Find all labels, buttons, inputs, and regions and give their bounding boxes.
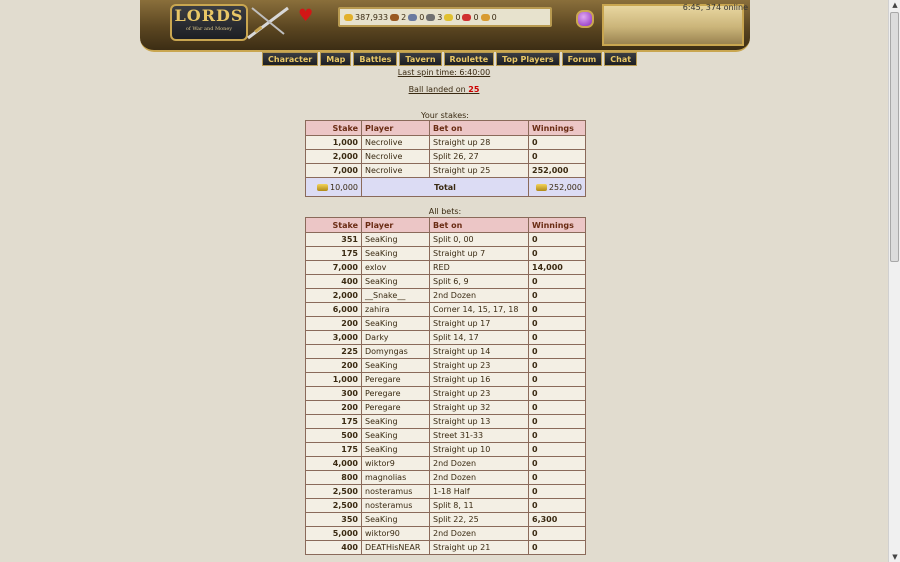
- table-row: [306, 415, 586, 429]
- winnings-cell: 0: [529, 373, 586, 387]
- bet-cell: Split 26, 27: [430, 150, 529, 164]
- table-row: [306, 233, 586, 247]
- tab-roulette[interactable]: Roulette: [444, 52, 495, 66]
- table-row: [306, 485, 586, 499]
- stake-cell: 1,000: [306, 373, 362, 387]
- winnings-cell: 14,000: [529, 261, 586, 275]
- player-cell[interactable]: magnolias: [362, 471, 430, 485]
- ball-label: Ball landed on: [408, 85, 466, 94]
- table-row: [306, 541, 586, 555]
- bet-cell: Straight up 16: [430, 373, 529, 387]
- player-cell[interactable]: nosteramus: [362, 485, 430, 499]
- total-row: [306, 178, 586, 197]
- tab-map[interactable]: Map: [320, 52, 351, 66]
- ball-number: 25: [468, 85, 480, 94]
- winnings-cell: 252,000: [529, 164, 586, 178]
- stake-cell: 200: [306, 317, 362, 331]
- tab-battles[interactable]: Battles: [353, 52, 397, 66]
- table-row: [306, 345, 586, 359]
- stake-cell: 7,000: [306, 164, 362, 178]
- table-row: [306, 261, 586, 275]
- vertical-scrollbar[interactable]: [888, 0, 900, 562]
- online-status: 6:45, 374 online: [682, 3, 748, 12]
- stake-cell: 2,000: [306, 150, 362, 164]
- player-cell[interactable]: Peregare: [362, 373, 430, 387]
- bet-cell: Split 0, 00: [430, 233, 529, 247]
- tab-character[interactable]: Character: [262, 52, 318, 66]
- bet-cell: Straight up 23: [430, 387, 529, 401]
- stake-cell: 200: [306, 401, 362, 415]
- bet-cell: Straight up 14: [430, 345, 529, 359]
- bet-cell: 2nd Dozen: [430, 471, 529, 485]
- total-label: Total: [362, 178, 529, 197]
- player-cell[interactable]: Necrolive: [362, 136, 430, 150]
- table-row: [306, 317, 586, 331]
- winnings-cell: 0: [529, 136, 586, 150]
- winnings-cell: 0: [529, 387, 586, 401]
- sulfur-icon: [444, 14, 453, 21]
- tab-forum[interactable]: Forum: [562, 52, 603, 66]
- table-row: [306, 359, 586, 373]
- player-cell[interactable]: SeaKing: [362, 359, 430, 373]
- stake-cell: 175: [306, 415, 362, 429]
- resource-value: 387,933: [355, 12, 389, 22]
- player-cell[interactable]: wiktor9: [362, 457, 430, 471]
- bet-cell: RED: [430, 261, 529, 275]
- bet-cell: Split 8, 11: [430, 499, 529, 513]
- table-row: [306, 401, 586, 415]
- stake-cell: 6,000: [306, 303, 362, 317]
- tab-tavern[interactable]: Tavern: [399, 52, 441, 66]
- last-spin-row: [0, 68, 888, 77]
- bet-cell: 1-18 Half: [430, 485, 529, 499]
- table-row: [306, 387, 586, 401]
- player-cell[interactable]: Domyngas: [362, 345, 430, 359]
- bet-cell: Straight up 10: [430, 443, 529, 457]
- crossed-swords-icon: [244, 4, 292, 40]
- player-cell[interactable]: SeaKing: [362, 275, 430, 289]
- winnings-cell: 0: [529, 443, 586, 457]
- scroll-up-arrow-icon[interactable]: ▲: [892, 1, 898, 9]
- winnings-cell: 0: [529, 429, 586, 443]
- table-row: [306, 136, 586, 150]
- bet-cell: Straight up 21: [430, 541, 529, 555]
- table-row: [306, 164, 586, 178]
- all-bets-header: [306, 218, 586, 233]
- table-row: [306, 527, 586, 541]
- player-cell[interactable]: Peregare: [362, 401, 430, 415]
- stake-cell: 300: [306, 387, 362, 401]
- table-row: [306, 429, 586, 443]
- table-row: [306, 150, 586, 164]
- stake-cell: 400: [306, 541, 362, 555]
- game-logo[interactable]: [170, 4, 248, 41]
- health-heart-icon[interactable]: ♥: [298, 6, 314, 26]
- scroll-down-arrow-icon[interactable]: ▼: [892, 553, 898, 561]
- your-stakes-header: [306, 121, 586, 136]
- bet-cell: Straight up 7: [430, 247, 529, 261]
- table-row: [306, 457, 586, 471]
- table-row: [306, 275, 586, 289]
- bet-cell: Straight up 23: [430, 359, 529, 373]
- stake-cell: 200: [306, 359, 362, 373]
- resource-value: 0: [473, 12, 479, 22]
- bet-cell: 2nd Dozen: [430, 457, 529, 471]
- bet-cell: Split 6, 9: [430, 275, 529, 289]
- winnings-cell: 0: [529, 415, 586, 429]
- table-row: [306, 513, 586, 527]
- player-cell[interactable]: Necrolive: [362, 150, 430, 164]
- column-header-stake: Stake: [306, 218, 362, 233]
- player-cell[interactable]: SeaKing: [362, 247, 430, 261]
- all-bets-caption: All bets:: [428, 207, 462, 216]
- winnings-cell: 0: [529, 150, 586, 164]
- bet-cell: Straight up 25: [430, 164, 529, 178]
- stake-cell: 2,000: [306, 289, 362, 303]
- gold-coins-icon: [317, 184, 328, 191]
- wood-icon: [390, 14, 399, 21]
- ball-result-link[interactable]: [409, 85, 480, 94]
- bet-cell: Straight up 13: [430, 415, 529, 429]
- winnings-cell: 0: [529, 303, 586, 317]
- bet-cell: Split 22, 25: [430, 513, 529, 527]
- stake-cell: 351: [306, 233, 362, 247]
- gems-icon: [481, 14, 490, 21]
- resource-value: 0: [491, 12, 497, 22]
- player-cell[interactable]: nosteramus: [362, 499, 430, 513]
- resource-value: 3: [437, 12, 443, 22]
- header: [140, 0, 750, 68]
- stake-cell: 3,000: [306, 331, 362, 345]
- player-cell[interactable]: Darky: [362, 331, 430, 345]
- player-cell[interactable]: SeaKing: [362, 415, 430, 429]
- player-cell[interactable]: zahira: [362, 303, 430, 317]
- bet-cell: Straight up 32: [430, 401, 529, 415]
- bet-cell: 2nd Dozen: [430, 289, 529, 303]
- gold-coins-icon: [344, 14, 353, 21]
- winnings-cell: 0: [529, 233, 586, 247]
- bet-cell: Straight up 28: [430, 136, 529, 150]
- stake-cell: 2,500: [306, 499, 362, 513]
- resource-value: 0: [419, 12, 425, 22]
- winnings-cell: 0: [529, 485, 586, 499]
- player-cell[interactable]: SeaKing: [362, 443, 430, 457]
- all-bets-table: [305, 217, 586, 555]
- scrollbar-thumb[interactable]: [890, 12, 899, 262]
- last-spin-link[interactable]: Last spin time: 6:40:00: [397, 68, 491, 77]
- winnings-cell: 6,300: [529, 513, 586, 527]
- stake-cell: 800: [306, 471, 362, 485]
- stake-cell: 7,000: [306, 261, 362, 275]
- bet-cell: Corner 14, 15, 17, 18: [430, 303, 529, 317]
- column-header-player: Player: [362, 121, 430, 136]
- winnings-cell: 0: [529, 359, 586, 373]
- player-cell[interactable]: Necrolive: [362, 164, 430, 178]
- winnings-cell: 0: [529, 499, 586, 513]
- resources-bar: [338, 7, 552, 27]
- table-row: [306, 471, 586, 485]
- your-stakes-caption: Your stakes:: [421, 111, 469, 120]
- tab-chat[interactable]: Chat: [604, 52, 637, 66]
- column-header-stake: Stake: [306, 121, 362, 136]
- resource-value: 0: [455, 12, 461, 22]
- table-row: [306, 331, 586, 345]
- resource-value: 2: [401, 12, 407, 22]
- stake-cell: 225: [306, 345, 362, 359]
- winnings-cell: 0: [529, 345, 586, 359]
- winnings-cell: 0: [529, 317, 586, 331]
- total-winnings: 252,000: [548, 182, 582, 192]
- total-stake-cell: [306, 178, 362, 197]
- stake-cell: 2,500: [306, 485, 362, 499]
- winnings-cell: 0: [529, 331, 586, 345]
- winnings-cell: 0: [529, 471, 586, 485]
- total-winnings-cell: [529, 178, 586, 197]
- winnings-cell: 0: [529, 289, 586, 303]
- column-header-bet-on: Bet on: [430, 218, 529, 233]
- stake-cell: 5,000: [306, 527, 362, 541]
- bet-cell: Split 14, 17: [430, 331, 529, 345]
- column-header-bet-on: Bet on: [430, 121, 529, 136]
- player-cell[interactable]: Peregare: [362, 387, 430, 401]
- tab-top-players[interactable]: Top Players: [496, 52, 560, 66]
- winnings-cell: 0: [529, 541, 586, 555]
- ball-result-row: [0, 85, 888, 94]
- column-header-winnings: Winnings: [529, 121, 586, 136]
- table-row: [306, 289, 586, 303]
- stake-cell: 400: [306, 275, 362, 289]
- your-stakes-table: [305, 120, 586, 197]
- stake-cell: 1,000: [306, 136, 362, 150]
- table-row: [306, 373, 586, 387]
- column-header-player: Player: [362, 218, 430, 233]
- winnings-cell: 0: [529, 247, 586, 261]
- player-cell[interactable]: __Snake__: [362, 289, 430, 303]
- table-row: [306, 499, 586, 513]
- stake-cell: 4,000: [306, 457, 362, 471]
- player-cell[interactable]: SeaKing: [362, 317, 430, 331]
- stake-cell: 175: [306, 247, 362, 261]
- winnings-cell: 0: [529, 401, 586, 415]
- mercury-icon: [426, 14, 435, 21]
- table-row: [306, 247, 586, 261]
- player-cell[interactable]: SeaKing: [362, 429, 430, 443]
- bet-cell: Straight up 17: [430, 317, 529, 331]
- player-cell[interactable]: DEATHisNEAR: [362, 541, 430, 555]
- stake-cell: 500: [306, 429, 362, 443]
- table-row: [306, 443, 586, 457]
- logo-text: LORDS: [174, 6, 244, 25]
- ore-icon: [408, 14, 417, 21]
- bet-cell: Street 31-33: [430, 429, 529, 443]
- total-stake: 10,000: [330, 182, 358, 192]
- player-cell[interactable]: SeaKing: [362, 513, 430, 527]
- winnings-cell: 0: [529, 527, 586, 541]
- stake-cell: 350: [306, 513, 362, 527]
- crystal-icon: [462, 14, 471, 21]
- column-header-winnings: Winnings: [529, 218, 586, 233]
- winnings-cell: 0: [529, 457, 586, 471]
- player-cell[interactable]: SeaKing: [362, 233, 430, 247]
- logo-subtext: of War and Money: [185, 26, 233, 32]
- mana-orb-icon[interactable]: [576, 10, 594, 28]
- bet-cell: 2nd Dozen: [430, 527, 529, 541]
- player-cell[interactable]: wiktor90: [362, 527, 430, 541]
- stake-cell: 175: [306, 443, 362, 457]
- winnings-cell: 0: [529, 275, 586, 289]
- main-nav: [262, 52, 637, 66]
- player-cell[interactable]: exlov: [362, 261, 430, 275]
- table-row: [306, 303, 586, 317]
- gold-coins-icon: [536, 184, 547, 191]
